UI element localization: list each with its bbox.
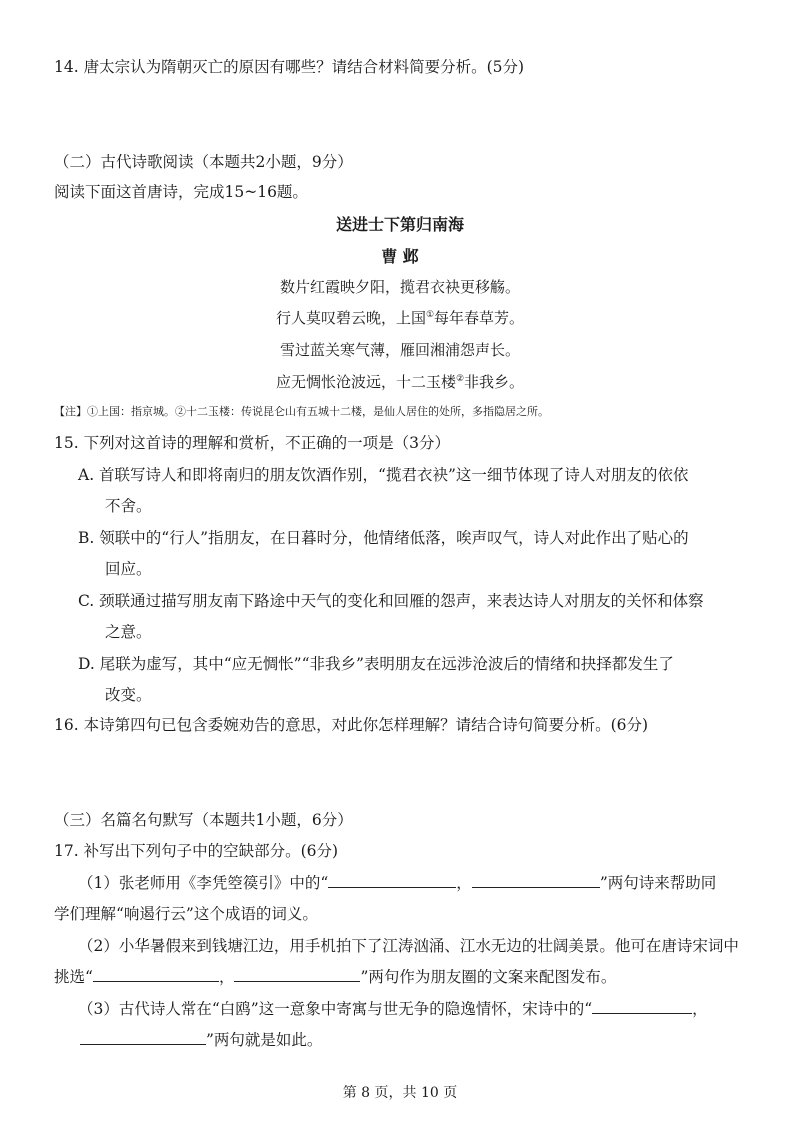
option-b-line-2: 回应。 [105,560,152,578]
footnote-mark-1: ① [425,310,435,320]
poem-line-1: 数片红霞映夕阳，揽君衣袂更移觞。 [279,278,520,296]
question-14: 14. 唐太宗认为隋朝灭亡的原因有哪些？请结合材料简要分析。(5分) [54,58,525,76]
poem-line-4: 应无惆怅沧波远，十二玉楼②非我乡。 [275,373,525,391]
option-a-line-2: 不舍。 [105,497,152,515]
section-2-intro: 阅读下面这首唐诗，完成15~16题。 [54,183,308,201]
option-c-line-2: 之意。 [105,623,152,641]
option-c-line-1: C. 颈联通过描写朋友南下路途中天气的变化和回雁的怨声，来表达诗人对朋友的关怀和体察 [78,592,704,610]
section-3-heading: （三）名篇名句默写（本题共1小题，6分） [54,811,353,829]
poem-title: 送进士下第归南海 [335,215,464,234]
question-15-stem: 15. 下列对这首诗的理解和赏析，不正确的一项是（3分） [54,434,450,452]
q17-part-1-line-2: 学们理解“响遏行云”这个成语的词义。 [54,905,318,923]
q17-part-2-line-1: （2）小华暑假来到钱塘江边，用手机拍下了江涛汹涌、江水无边的壮阔美景。他可在唐诗宋词中 [78,937,739,955]
q17-part-1-line-1: （1）张老师用《李凭箜篌引》中的“ ， ”两句诗来帮助同 [78,874,717,892]
answer-blank[interactable] [234,967,360,982]
answer-blank[interactable] [93,967,219,982]
answer-blank[interactable] [80,1030,206,1045]
answer-blank[interactable] [328,873,456,888]
option-a-line-1: A. 首联写诗人和即将南归的朋友饮酒作别，“揽君衣袂”这一细节体现了诗人对朋友的依依 [78,466,689,484]
option-d-line-2: 改变。 [105,686,152,704]
poem-line-3: 雪过蓝关寒气薄，雁回湘浦怨声长。 [279,341,520,359]
q17-part-2-line-2: 挑选“ ， ”两句作为朋友圈的文案来配图发布。 [54,968,617,986]
footnote-mark-2: ② [455,374,465,384]
q17-part-3-line-1: （3）古代诗人常在“白鸥”这一意象中寄寓与世无争的隐逸情怀，宋诗中的“ ， [78,1000,708,1018]
poem-line-2: 行人莫叹碧云晚，上国①每年春草芳。 [275,309,525,327]
poem-note: 【注】①上国：指京城。②十二玉楼：传说昆仑山有五城十二楼，是仙人居住的处所，多指隐居之所。 [54,405,549,418]
section-2-heading: （二）古代诗歌阅读（本题共2小题，9分） [54,153,353,171]
option-d-line-1: D. 尾联为虚写，其中“应无惆怅”“非我乡”表明朋友在远涉沧波后的情绪和抉择都发生了 [78,655,674,673]
question-16: 16. 本诗第四句已包含委婉劝告的意思，对此你怎样理解？请结合诗句简要分析。(6分) [54,716,649,734]
q17-part-3-line-2: ”两句就是如此。 [80,1028,322,1050]
poem-author: 曹 邺 [381,247,419,266]
answer-blank[interactable] [472,873,600,888]
option-b-line-1: B. 领联中的“行人”指朋友，在日暮时分，他情绪低落，唉声叹气，诗人对此作出了贴心的 [78,529,689,547]
question-17-stem: 17. 补写出下列句子中的空缺部分。(6分) [54,842,339,860]
answer-blank[interactable] [592,999,692,1014]
page-footer: 第 8 页，共 10 页 [342,1085,458,1101]
